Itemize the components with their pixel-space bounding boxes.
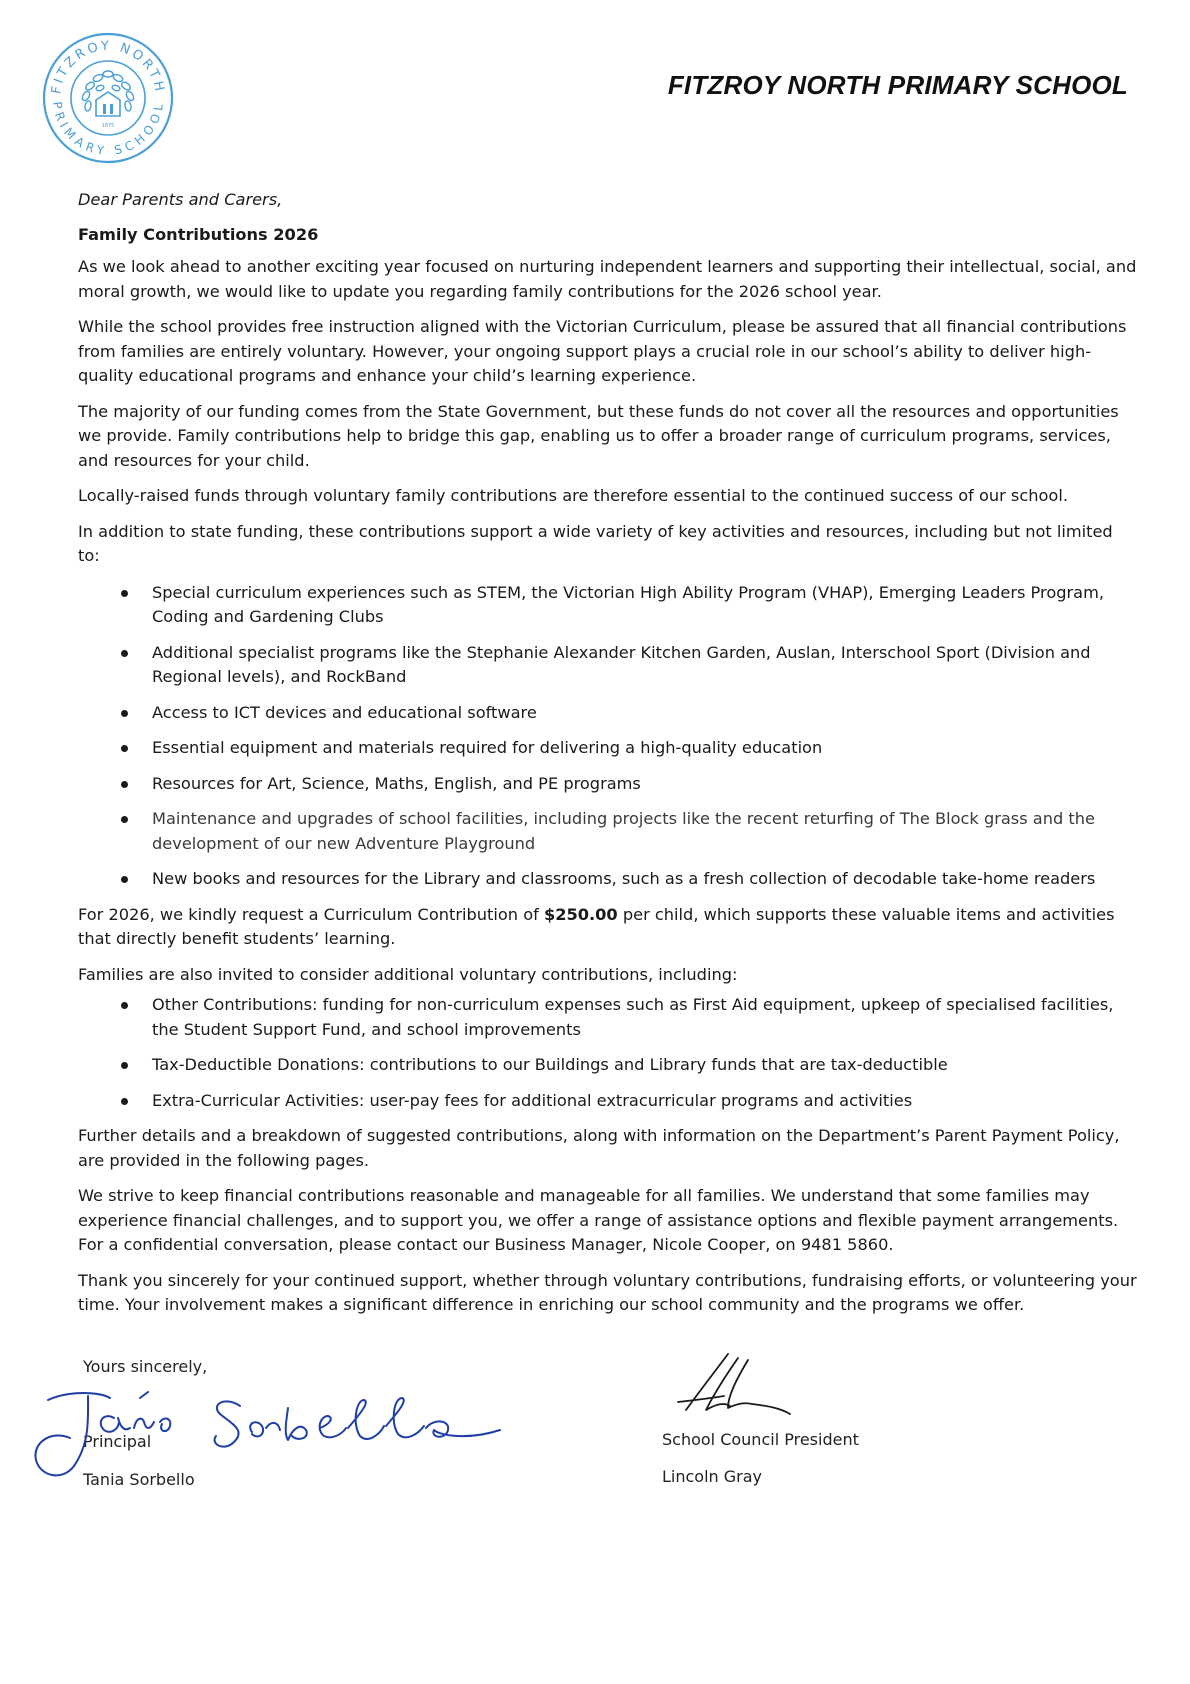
bullet-icon (121, 1062, 128, 1069)
bullet-icon (121, 1002, 128, 1009)
president-signature (672, 1348, 822, 1428)
contribution-amount: $250.00 (543, 904, 618, 924)
closing: Yours sincerely, (83, 1357, 208, 1376)
bullet-icon (121, 650, 128, 657)
school-logo (40, 30, 176, 166)
bullet-icon (121, 781, 128, 788)
additional-contributions-list (78, 993, 1138, 1113)
list-item: Special curriculum experiences such as STEM, the Victorian High Ability Program (VHAP), Emerging Leaders Program, Coding and Gardening Clubs (78, 581, 1138, 630)
school-name: FITZROY NORTH PRIMARY SCHOOL (667, 70, 1128, 100)
list-item: Other Contributions: funding for non-curriculum expenses such as First Aid equipment, upkeep of specialised facilities, the Student Support Fund, and school improvements (78, 993, 1138, 1042)
paragraph: We strive to keep financial contributions reasonable and manageable for all families. We understand that some families may experience financial challenges, and to support you, we offer a range of assistance options and flexible payment arrangements. For a confidential conversation, please contact our Business Manager, Nicole Cooper, on 9481 5860. (78, 1186, 1119, 1254)
list-item: Access to ICT devices and educational software (78, 701, 1138, 726)
principal-title: Principal (83, 1432, 152, 1451)
svg-text:PRIMARY SCHOOL: PRIMARY SCHOOL (50, 100, 166, 158)
salutation: Dear Parents and Carers, (78, 190, 283, 209)
president-title: School Council President (662, 1430, 859, 1449)
paragraph: Families are also invited to consider additional voluntary contributions, including: (78, 964, 738, 984)
letter-subject: Family Contributions 2026 (78, 224, 319, 244)
bullet-icon (121, 816, 128, 823)
activities-list (78, 581, 1138, 892)
paragraph: As we look ahead to another exciting year focused on nurturing independent learners and supporting their intellectual, social, and moral growth, we would like to update you regarding family contributions for the 2026 school year. (78, 257, 1137, 301)
paragraph: In addition to state funding, these contributions support a wide variety of key activities and resources, including but not limited to: (78, 521, 1113, 565)
bullet-icon (121, 876, 128, 883)
list-item: Essential equipment and materials required for delivering a high-quality education (78, 736, 1138, 761)
bullet-icon (121, 745, 128, 752)
svg-text:1875: 1875 (101, 123, 115, 129)
bullet-icon (121, 710, 128, 717)
list-item: New books and resources for the Library and classrooms, such as a fresh collection of decodable take-home readers (78, 867, 1138, 892)
principal-signature (30, 1378, 530, 1488)
letter-body (78, 188, 1138, 1329)
principal-name: Tania Sorbello (83, 1470, 195, 1489)
list-item: Maintenance and upgrades of school facilities, including projects like the recent returfing of The Block grass and the development of our new Adventure Playground (78, 807, 1138, 856)
list-item: Additional specialist programs like the Stephanie Alexander Kitchen Garden, Auslan, Interschool Sport (Division and Regional levels), and RockBand (78, 641, 1138, 690)
bullet-icon (121, 1098, 128, 1105)
paragraph: The majority of our funding comes from the State Government, but these funds do not cover all the resources and opportunities we provide. Family contributions help to bridge this gap, enabling us to offer a broader range of curriculum programs, services, and resources for your child. (78, 401, 1119, 470)
svg-text:FITZROY NORTH: FITZROY NORTH (49, 38, 168, 96)
list-item: Resources for Art, Science, Maths, English, and PE programs (78, 772, 1138, 797)
bullet-icon (121, 590, 128, 597)
list-item: Extra-Curricular Activities: user-pay fees for additional extracurricular programs and activities (78, 1089, 1138, 1114)
list-item: Tax-Deductible Donations: contributions to our Buildings and Library funds that are tax-deductible (78, 1053, 1138, 1078)
president-name: Lincoln Gray (662, 1467, 763, 1486)
contribution-request: For 2026, we kindly request a Curriculum Contribution of $250.00 per child, which supports these valuable items and activities that directly benefit students’ learning. (78, 904, 1115, 948)
paragraph: Locally-raised funds through voluntary family contributions are therefore essential to the continued success of our school. (78, 486, 1068, 505)
paragraph: Thank you sincerely for your continued support, whether through voluntary contributions, fundraising efforts, or volunteering your time. Your involvement makes a significant difference in enriching our school community and the programs we offer. (78, 1270, 1137, 1314)
paragraph: While the school provides free instruction aligned with the Victorian Curriculum, please be assured that all financial contributions from families are entirely voluntary. However, your ongoing support plays a crucial role in our school’s ability to deliver high-quality educational programs and enhance your child’s learning experience. (78, 317, 1127, 385)
paragraph: Further details and a breakdown of suggested contributions, along with information on the Department’s Parent Payment Policy, are provided in the following pages. (78, 1126, 1120, 1170)
